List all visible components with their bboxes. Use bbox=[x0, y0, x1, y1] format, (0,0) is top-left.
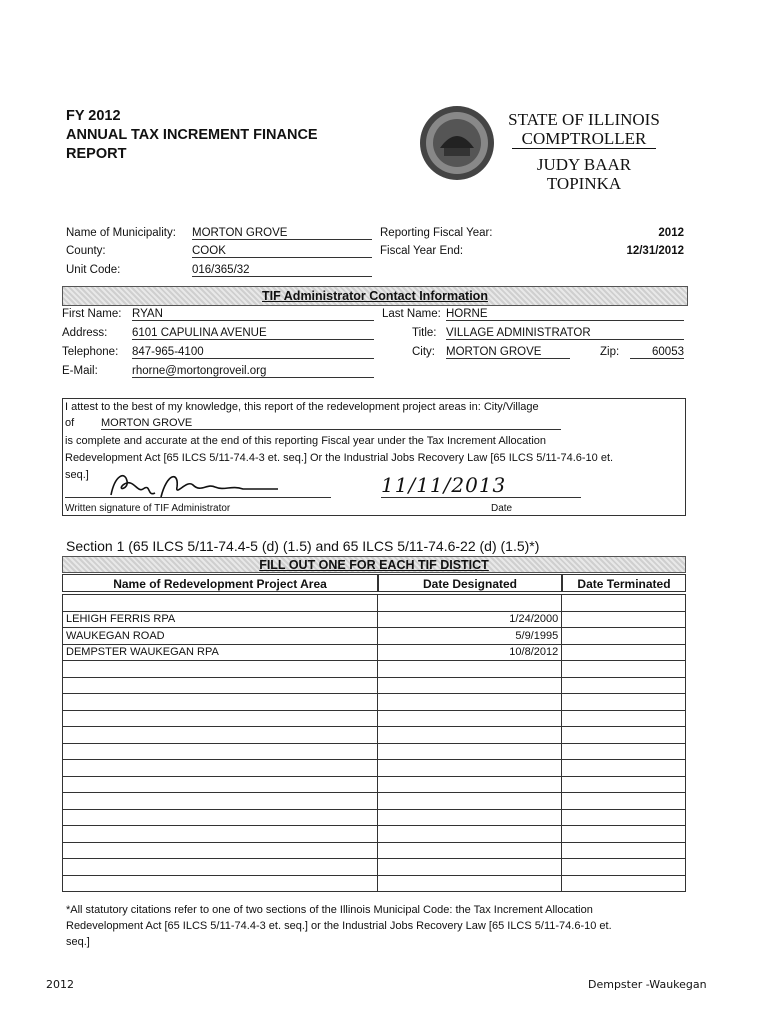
date-terminated bbox=[562, 595, 686, 612]
first-name-label: First Name: bbox=[62, 308, 122, 320]
municipality-label: Name of Municipality: bbox=[66, 227, 176, 239]
footer-district: Dempster -Waukegan bbox=[588, 978, 707, 991]
state-name: STATE OF ILLINOIS bbox=[508, 110, 660, 129]
table-row bbox=[63, 727, 686, 744]
date-terminated bbox=[562, 710, 686, 727]
signature-label: Written signature of TIF Administrator bbox=[65, 503, 231, 514]
attest-line1: I attest to the best of my knowledge, this report of the redevelopment project areas in: City/Village bbox=[65, 401, 539, 413]
column-header-terminated: Date Terminated bbox=[562, 574, 686, 592]
date-terminated bbox=[562, 875, 686, 892]
project-area-name bbox=[63, 776, 378, 793]
report-title-line2: ANNUAL TAX INCREMENT FINANCE bbox=[66, 127, 318, 143]
project-area-name bbox=[63, 677, 378, 694]
table-row bbox=[63, 743, 686, 760]
date-designated bbox=[378, 842, 562, 859]
date-designated bbox=[378, 793, 562, 810]
title-value: VILLAGE ADMINISTRATOR bbox=[446, 327, 684, 340]
county-label: County: bbox=[66, 245, 106, 257]
section-banner bbox=[62, 556, 686, 573]
footnote-line2: Redevelopment Act [65 ILCS 5/11-74.4-3 et. seq.] or the Industrial Jobs Recovery Law [65 ILCS 5/11-74.6-10 et. bbox=[66, 920, 612, 932]
date-designated: 5/9/1995 bbox=[378, 628, 562, 645]
report-title-line1: FY 2012 bbox=[66, 108, 121, 124]
table-row bbox=[63, 611, 686, 628]
project-area-name bbox=[63, 826, 378, 843]
comptroller-name: JUDY BAAR TOPINKA bbox=[536, 155, 632, 193]
date-terminated bbox=[562, 677, 686, 694]
date-designated bbox=[378, 595, 562, 612]
project-area-name bbox=[63, 595, 378, 612]
attest-line4: Redevelopment Act [65 ILCS 5/11-74.4-3 et. seq.] Or the Industrial Jobs Recovery Law [65 ILCS 5/11-74.6-10 et. bbox=[65, 452, 614, 464]
date-terminated bbox=[562, 694, 686, 711]
section-banner-title: FILL OUT ONE FOR EACH TIF DISTICT bbox=[259, 558, 489, 572]
date-designated bbox=[378, 809, 562, 826]
table-row bbox=[63, 826, 686, 843]
fiscal-year-end-value: 12/31/2012 bbox=[626, 245, 684, 257]
project-area-name bbox=[63, 760, 378, 777]
attest-line5: seq.] bbox=[65, 469, 89, 481]
date-terminated bbox=[562, 727, 686, 744]
project-area-name: WAUKEGAN ROAD bbox=[63, 628, 378, 645]
telephone-value: 847-965-4100 bbox=[132, 346, 374, 359]
last-name-value: HORNE bbox=[446, 308, 684, 321]
date-terminated bbox=[562, 611, 686, 628]
date-terminated bbox=[562, 760, 686, 777]
administrator-signature bbox=[103, 467, 293, 501]
fiscal-year-label: Reporting Fiscal Year: bbox=[380, 227, 493, 239]
date-terminated bbox=[562, 809, 686, 826]
date-designated bbox=[378, 694, 562, 711]
footnote-line1: *All statutory citations refer to one of two sections of the Illinois Municipal Code: the Tax Increment Allocation bbox=[66, 904, 593, 916]
report-title bbox=[66, 107, 318, 164]
date-designated bbox=[378, 875, 562, 892]
table-row bbox=[63, 859, 686, 876]
date-designated bbox=[378, 760, 562, 777]
address-label: Address: bbox=[62, 327, 108, 339]
project-area-name bbox=[63, 809, 378, 826]
title-label: Title: bbox=[412, 327, 437, 339]
email-label: E-Mail: bbox=[62, 365, 98, 377]
project-area-name bbox=[63, 842, 378, 859]
date-designated bbox=[378, 727, 562, 744]
table-row bbox=[63, 842, 686, 859]
table-row bbox=[63, 677, 686, 694]
project-area-name: LEHIGH FERRIS RPA bbox=[63, 611, 378, 628]
fiscal-year-value: 2012 bbox=[658, 227, 684, 239]
city-value: MORTON GROVE bbox=[446, 346, 570, 359]
tif-district-table bbox=[62, 594, 686, 892]
project-area-name bbox=[63, 727, 378, 744]
municipality-value: MORTON GROVE bbox=[192, 227, 372, 240]
date-designated bbox=[378, 677, 562, 694]
date-designated bbox=[378, 661, 562, 678]
table-row bbox=[63, 595, 686, 612]
date-terminated bbox=[562, 859, 686, 876]
project-area-name bbox=[63, 793, 378, 810]
date-terminated bbox=[562, 826, 686, 843]
column-header-designated: Date Designated bbox=[378, 574, 562, 592]
date-terminated bbox=[562, 842, 686, 859]
date-terminated bbox=[562, 776, 686, 793]
zip-label: Zip: bbox=[600, 346, 620, 358]
footnote bbox=[66, 902, 612, 950]
attest-line3: is complete and accurate at the end of this reporting Fiscal year under the Tax Increment Allocation bbox=[65, 435, 547, 447]
project-area-name bbox=[63, 710, 378, 727]
admin-banner-title: TIF Administrator Contact Information bbox=[262, 289, 488, 303]
date-label: Date bbox=[491, 503, 513, 514]
table-row bbox=[63, 628, 686, 645]
date-line bbox=[381, 497, 581, 498]
date-designated: 1/24/2000 bbox=[378, 611, 562, 628]
footer-year: 2012 bbox=[46, 978, 74, 991]
zip-value: 60053 bbox=[630, 346, 684, 359]
fiscal-year-end-label: Fiscal Year End: bbox=[380, 245, 464, 257]
unit-code-value: 016/365/32 bbox=[192, 264, 372, 277]
project-area-name bbox=[63, 743, 378, 760]
report-title-line3: REPORT bbox=[66, 146, 127, 162]
date-designated bbox=[378, 859, 562, 876]
column-header-name: Name of Redevelopment Project Area bbox=[62, 574, 378, 592]
signature-date: 11/11/2013 bbox=[381, 473, 507, 497]
office-name: COMPTROLLER bbox=[512, 129, 656, 149]
date-terminated bbox=[562, 644, 686, 661]
date-designated: 10/8/2012 bbox=[378, 644, 562, 661]
email-value: rhorne@mortongroveil.org bbox=[132, 365, 374, 378]
county-value: COOK bbox=[192, 245, 372, 258]
project-area-name: DEMPSTER WAUKEGAN RPA bbox=[63, 644, 378, 661]
admin-banner bbox=[62, 286, 688, 306]
attest-of-value: MORTON GROVE bbox=[101, 417, 561, 430]
first-name-value: RYAN bbox=[132, 308, 374, 321]
table-row bbox=[63, 793, 686, 810]
project-area-name bbox=[63, 875, 378, 892]
table-row bbox=[63, 710, 686, 727]
unit-code-label: Unit Code: bbox=[66, 264, 121, 276]
table-row bbox=[63, 875, 686, 892]
table-row bbox=[63, 694, 686, 711]
date-terminated bbox=[562, 661, 686, 678]
section-title-text: Section 1 (65 ILCS 5/11-74.4-5 (d) (1.5) and 65 ILCS 5/11-74.6-22 (d) (1.5)*) bbox=[66, 538, 540, 554]
project-area-name bbox=[63, 694, 378, 711]
date-terminated bbox=[562, 793, 686, 810]
date-designated bbox=[378, 826, 562, 843]
date-designated bbox=[378, 743, 562, 760]
address-value: 6101 CAPULINA AVENUE bbox=[132, 327, 374, 340]
telephone-label: Telephone: bbox=[62, 346, 119, 358]
date-designated bbox=[378, 710, 562, 727]
comptroller-block bbox=[498, 110, 670, 193]
project-area-name bbox=[63, 661, 378, 678]
table-row bbox=[63, 644, 686, 661]
table-row bbox=[63, 809, 686, 826]
date-terminated bbox=[562, 628, 686, 645]
attestation-box bbox=[62, 398, 686, 516]
table-row bbox=[63, 760, 686, 777]
date-terminated bbox=[562, 743, 686, 760]
table-row bbox=[63, 661, 686, 678]
attest-of-label: of bbox=[65, 417, 75, 429]
project-area-name bbox=[63, 859, 378, 876]
state-seal-logo bbox=[418, 104, 496, 182]
signature-line bbox=[65, 497, 331, 498]
last-name-label: Last Name: bbox=[382, 308, 441, 320]
date-designated bbox=[378, 776, 562, 793]
footnote-line3: seq.] bbox=[66, 936, 90, 948]
city-label: City: bbox=[412, 346, 435, 358]
section-title bbox=[66, 538, 539, 554]
table-row bbox=[63, 776, 686, 793]
